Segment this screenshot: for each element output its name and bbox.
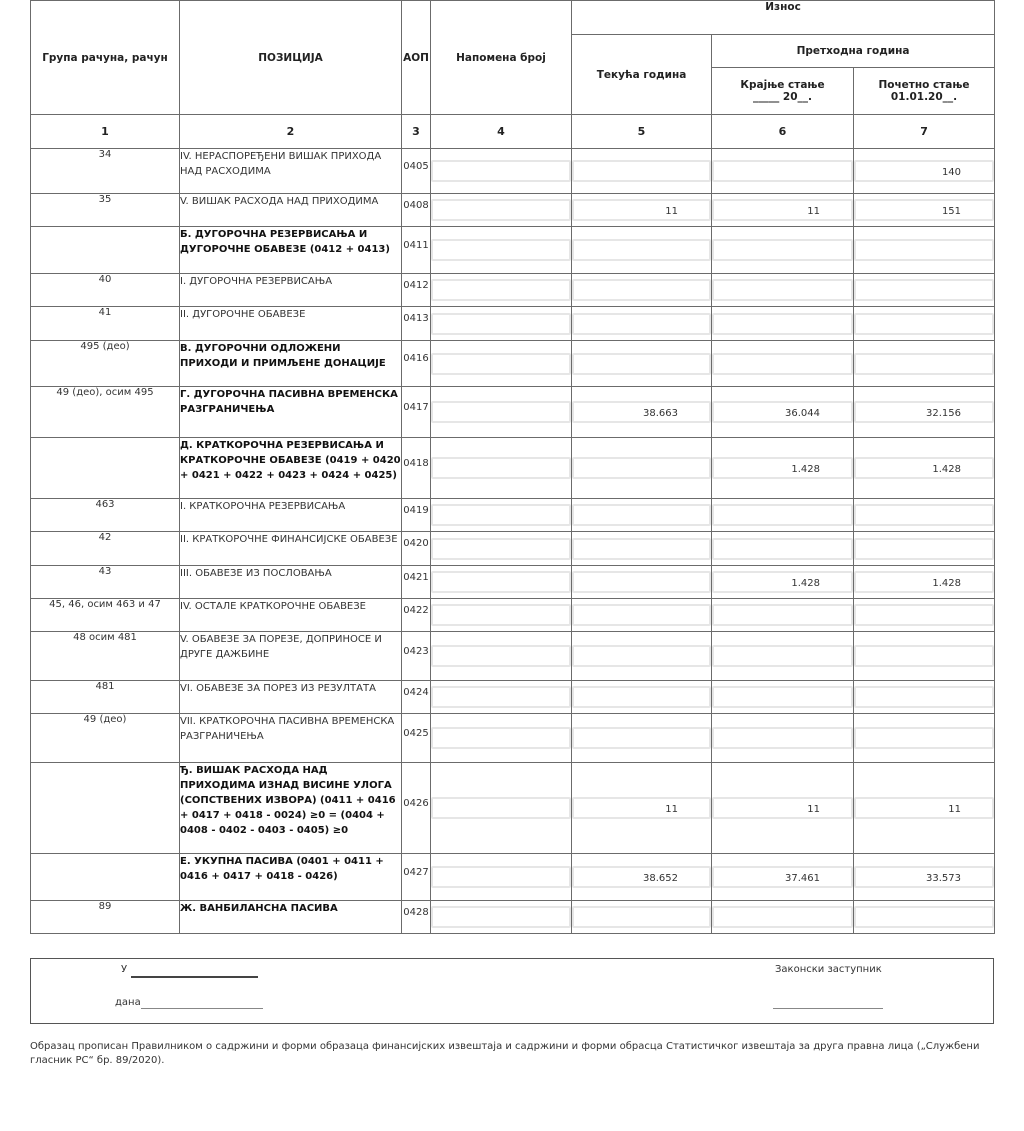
header-amount: Износ <box>572 1 995 35</box>
table-row <box>31 227 995 274</box>
aop-code: 0418 <box>403 457 429 469</box>
note-number-input[interactable] <box>431 571 571 593</box>
previous-year-end-cell <box>712 274 854 307</box>
note-number-input[interactable] <box>431 797 571 819</box>
aop-cell <box>402 194 431 227</box>
previous-year-end-cell <box>712 901 854 934</box>
previous-year-start-input[interactable]: 151 <box>854 199 994 221</box>
note-number-cell <box>431 227 572 274</box>
aop-code: 0428 <box>403 906 429 918</box>
note-number-input[interactable] <box>431 866 571 888</box>
previous-year-end-input[interactable] <box>712 645 853 667</box>
previous-year-end-cell <box>712 566 854 599</box>
place-field[interactable] <box>131 965 258 978</box>
current-year-cell <box>572 901 712 934</box>
column-number-6: 6 <box>712 115 854 149</box>
previous-year-end-cell <box>712 227 854 274</box>
previous-year-start-cell <box>854 854 995 901</box>
account-group-cell <box>31 854 180 901</box>
previous-year-start-input[interactable] <box>854 313 994 335</box>
aop-code: 0416 <box>403 353 429 364</box>
previous-year-start-cell <box>854 387 995 438</box>
column-number-4: 4 <box>431 115 572 149</box>
current-year-input[interactable] <box>572 239 711 261</box>
aop-cell <box>402 387 431 438</box>
previous-year-start-input[interactable]: 11 <box>854 797 994 819</box>
header-note-number: Напомена број <box>431 1 572 115</box>
previous-year-end-input[interactable] <box>712 686 853 708</box>
header-end-state: Крајње стање _____ 20__. <box>712 68 854 115</box>
previous-year-end-input[interactable]: 11 <box>712 797 853 819</box>
previous-year-end-cell <box>712 714 854 763</box>
current-year-cell <box>572 149 712 194</box>
current-year-cell <box>572 307 712 341</box>
note-number-input[interactable] <box>431 199 571 221</box>
previous-year-start-cell <box>854 194 995 227</box>
note-number-cell <box>431 532 572 566</box>
position-cell: IV. ОСТАЛЕ КРАТКОРОЧНЕ ОБАВЕЗЕ <box>180 599 402 632</box>
aop-cell <box>402 149 431 194</box>
position-cell: Е. УКУПНА ПАСИВА (0401 + 0411 + 0416 + 0417 + 0418 - 0426) <box>180 854 402 901</box>
previous-year-end-cell <box>712 854 854 901</box>
note-number-cell <box>431 149 572 194</box>
note-number-cell <box>431 681 572 714</box>
previous-year-end-cell <box>712 599 854 632</box>
header-position: ПОЗИЦИЈА <box>180 1 402 115</box>
note-number-input[interactable] <box>431 279 571 301</box>
note-number-input[interactable] <box>431 538 571 560</box>
previous-year-end-input[interactable]: 1.428 <box>712 457 853 479</box>
column-number-5: 5 <box>572 115 712 149</box>
current-year-cell <box>572 499 712 532</box>
note-number-cell <box>431 632 572 681</box>
previous-year-start-input[interactable] <box>854 686 994 708</box>
aop-code: 0412 <box>403 279 429 291</box>
current-year-input[interactable] <box>572 604 711 626</box>
current-year-cell <box>572 854 712 901</box>
position-cell: Г. ДУГОРОЧНА ПАСИВНА ВРЕМЕНСКА РАЗГРАНИЧЕЊА <box>180 387 402 438</box>
account-group-cell: 49 (део), осим 495 <box>31 387 180 438</box>
note-number-input[interactable] <box>431 504 571 526</box>
note-number-cell <box>431 599 572 632</box>
table-row <box>31 274 995 307</box>
aop-code: 0427 <box>403 866 429 878</box>
previous-year-start-cell <box>854 274 995 307</box>
current-year-cell <box>572 681 712 714</box>
current-year-input[interactable] <box>572 160 711 182</box>
current-year-cell <box>572 532 712 566</box>
previous-year-end-input[interactable] <box>712 906 853 928</box>
previous-year-end-input[interactable] <box>712 353 853 375</box>
place-label: У <box>121 964 128 975</box>
previous-year-end-input[interactable] <box>712 727 853 749</box>
aop-code: 0413 <box>403 313 429 324</box>
table-row <box>31 599 995 632</box>
position-cell: II. ДУГОРОЧНЕ ОБАВЕЗЕ <box>180 307 402 341</box>
aop-cell <box>402 274 431 307</box>
previous-year-end-cell <box>712 632 854 681</box>
account-group-cell: 40 <box>31 274 180 307</box>
column-number-7: 7 <box>854 115 995 149</box>
note-number-cell <box>431 438 572 499</box>
account-group-cell: 43 <box>31 566 180 599</box>
account-group-cell: 41 <box>31 307 180 341</box>
date-label: дана <box>115 997 141 1008</box>
table-row <box>31 149 995 194</box>
note-number-input[interactable] <box>431 401 571 423</box>
position-cell: I. КРАТКОРОЧНА РЕЗЕРВИСАЊА <box>180 499 402 532</box>
note-number-input[interactable] <box>431 906 571 928</box>
aop-cell <box>402 499 431 532</box>
current-year-input[interactable] <box>572 457 711 479</box>
current-year-cell <box>572 227 712 274</box>
previous-year-end-cell <box>712 149 854 194</box>
table-row <box>31 341 995 387</box>
previous-year-start-input[interactable] <box>854 906 994 928</box>
aop-cell <box>402 763 431 854</box>
note-number-input[interactable] <box>431 604 571 626</box>
previous-year-start-input[interactable]: 1.428 <box>854 457 994 479</box>
aop-cell <box>402 714 431 763</box>
current-year-input[interactable]: 38.663 <box>572 401 711 423</box>
current-year-cell <box>572 387 712 438</box>
balance-sheet-liabilities-table <box>30 0 995 934</box>
position-cell: III. ОБАВЕЗЕ ИЗ ПОСЛОВАЊА <box>180 566 402 599</box>
note-number-cell <box>431 307 572 341</box>
previous-year-start-cell <box>854 341 995 387</box>
current-year-input[interactable] <box>572 727 711 749</box>
account-group-cell: 35 <box>31 194 180 227</box>
account-group-cell: 34 <box>31 149 180 194</box>
current-year-input[interactable] <box>572 538 711 560</box>
aop-code: 0405 <box>403 160 429 172</box>
table-row <box>31 438 995 499</box>
previous-year-end-input[interactable] <box>712 279 853 301</box>
aop-code: 0417 <box>403 401 429 413</box>
account-group-cell: 481 <box>31 681 180 714</box>
aop-cell <box>402 307 431 341</box>
previous-year-end-cell <box>712 194 854 227</box>
current-year-input[interactable]: 11 <box>572 797 711 819</box>
aop-code: 0421 <box>403 571 429 583</box>
position-cell: V. ВИШАК РАСХОДА НАД ПРИХОДИМА <box>180 194 402 227</box>
note-number-input[interactable] <box>431 239 571 261</box>
table-row <box>31 763 995 854</box>
current-year-cell <box>572 438 712 499</box>
current-year-input[interactable]: 11 <box>572 199 711 221</box>
previous-year-start-input[interactable] <box>854 353 994 375</box>
previous-year-start-cell <box>854 763 995 854</box>
previous-year-end-cell <box>712 763 854 854</box>
header-aop: АОП <box>402 1 431 115</box>
table-row <box>31 901 995 934</box>
previous-year-end-cell <box>712 499 854 532</box>
position-cell: В. ДУГОРОЧНИ ОДЛОЖЕНИ ПРИХОДИ И ПРИМЉЕНЕ ДОНАЦИЈЕ <box>180 341 402 387</box>
aop-cell <box>402 566 431 599</box>
current-year-cell <box>572 341 712 387</box>
previous-year-end-input[interactable] <box>712 160 853 182</box>
current-year-cell <box>572 566 712 599</box>
current-year-input[interactable] <box>572 571 711 593</box>
current-year-cell <box>572 632 712 681</box>
position-cell: Б. ДУГОРОЧНА РЕЗЕРВИСАЊА И ДУГОРОЧНЕ ОБАВЕЗЕ (0412 + 0413) <box>180 227 402 274</box>
note-number-input[interactable] <box>431 457 571 479</box>
previous-year-start-input[interactable]: 32.156 <box>854 401 994 423</box>
previous-year-start-cell <box>854 532 995 566</box>
previous-year-start-cell <box>854 599 995 632</box>
header-previous-year: Претходна година <box>712 35 995 68</box>
account-group-cell: 45, 46, осим 463 и 47 <box>31 599 180 632</box>
aop-code: 0419 <box>403 504 429 516</box>
aop-code: 0426 <box>403 797 429 809</box>
account-group-cell: 49 (део) <box>31 714 180 763</box>
table-row <box>31 307 995 341</box>
current-year-cell <box>572 599 712 632</box>
column-number-3: 3 <box>402 115 431 149</box>
aop-code: 0420 <box>403 538 429 549</box>
previous-year-start-input[interactable] <box>854 604 994 626</box>
aop-cell <box>402 681 431 714</box>
current-year-cell <box>572 763 712 854</box>
aop-cell <box>402 599 431 632</box>
note-number-cell <box>431 566 572 599</box>
current-year-input[interactable] <box>572 279 711 301</box>
previous-year-end-input[interactable] <box>712 239 853 261</box>
current-year-input[interactable]: 38.652 <box>572 866 711 888</box>
position-cell: IV. НЕРАСПОРЕЂЕНИ ВИШАК ПРИХОДА НАД РАСХОДИМА <box>180 149 402 194</box>
previous-year-end-input[interactable]: 37.461 <box>712 866 853 888</box>
current-year-cell <box>572 194 712 227</box>
note-number-input[interactable] <box>431 686 571 708</box>
regulation-footnote: Образац прописан Правилником о садржини и форми образаца финансијских извештаја и садржини и форми обрасца Статистичког извештаја за друга правна лица („Службени гласник РС“ бр. 89/2020). <box>30 1041 980 1066</box>
note-number-cell <box>431 387 572 438</box>
previous-year-start-input[interactable] <box>854 645 994 667</box>
header-account-group: Група рачуна, рачун <box>31 1 180 115</box>
note-number-cell <box>431 341 572 387</box>
aop-code: 0423 <box>403 645 429 657</box>
table-row <box>31 714 995 763</box>
current-year-input[interactable] <box>572 313 711 335</box>
current-year-input[interactable] <box>572 906 711 928</box>
previous-year-start-cell <box>854 681 995 714</box>
previous-year-start-cell <box>854 714 995 763</box>
note-number-cell <box>431 854 572 901</box>
previous-year-end-cell <box>712 307 854 341</box>
aop-cell <box>402 341 431 387</box>
header-start-state: Почетно стање 01.01.20__. <box>854 68 995 115</box>
note-number-cell <box>431 763 572 854</box>
current-year-input[interactable] <box>572 645 711 667</box>
position-cell: Ж. ВАНБИЛАНСНА ПАСИВА <box>180 901 402 934</box>
position-cell: VII. КРАТКОРОЧНА ПАСИВНА ВРЕМЕНСКА РАЗГРАНИЧЕЊА <box>180 714 402 763</box>
position-cell: Д. КРАТКОРОЧНА РЕЗЕРВИСАЊА И КРАТКОРОЧНЕ ОБАВЕЗЕ (0419 + 0420 + 0421 + 0422 + 0423 + 0424 + 0425) <box>180 438 402 499</box>
table-row <box>31 681 995 714</box>
previous-year-start-cell <box>854 227 995 274</box>
position-cell: I. ДУГОРОЧНА РЕЗЕРВИСАЊА <box>180 274 402 307</box>
table-row <box>31 566 995 599</box>
aop-code: 0408 <box>403 199 429 211</box>
account-group-cell: 463 <box>31 499 180 532</box>
account-group-cell <box>31 763 180 854</box>
note-number-input[interactable] <box>431 645 571 667</box>
legal-representative-label: Законски заступник <box>775 964 882 975</box>
previous-year-end-input[interactable] <box>712 604 853 626</box>
aop-cell <box>402 632 431 681</box>
aop-code: 0425 <box>403 727 429 739</box>
signature-block <box>30 958 994 1024</box>
column-number-1: 1 <box>31 115 180 149</box>
note-number-cell <box>431 714 572 763</box>
position-cell: Ђ. ВИШАК РАСХОДА НАД ПРИХОДИМА ИЗНАД ВИСИНЕ УЛОГА (СОПСТВЕНИХ ИЗВОРА) (0411 + 0416 + 0417 + 0418 - 0024) ≥0 = (0404 + 0408 - 0402 - 0403 - 0405) ≥0 <box>180 763 402 854</box>
previous-year-end-input[interactable] <box>712 538 853 560</box>
position-cell: V. ОБАВЕЗЕ ЗА ПОРЕЗЕ, ДОПРИНОСЕ И ДРУГЕ ДАЖБИНЕ <box>180 632 402 681</box>
previous-year-end-input[interactable]: 11 <box>712 199 853 221</box>
aop-cell <box>402 532 431 566</box>
column-number-2: 2 <box>180 115 402 149</box>
note-number-cell <box>431 499 572 532</box>
previous-year-start-cell <box>854 566 995 599</box>
previous-year-start-input[interactable] <box>854 504 994 526</box>
account-group-cell: 48 осим 481 <box>31 632 180 681</box>
note-number-cell <box>431 194 572 227</box>
previous-year-start-input[interactable]: 33.573 <box>854 866 994 888</box>
table-row <box>31 632 995 681</box>
previous-year-end-cell <box>712 438 854 499</box>
previous-year-end-input[interactable]: 36.044 <box>712 401 853 423</box>
account-group-cell: 495 (део) <box>31 341 180 387</box>
previous-year-start-cell <box>854 901 995 934</box>
previous-year-end-input[interactable]: 1.428 <box>712 571 853 593</box>
header-current-year: Текућа година <box>572 35 712 115</box>
previous-year-start-input[interactable] <box>854 538 994 560</box>
previous-year-start-cell <box>854 499 995 532</box>
aop-code: 0411 <box>403 239 429 251</box>
table-row <box>31 194 995 227</box>
current-year-input[interactable] <box>572 686 711 708</box>
previous-year-start-input[interactable] <box>854 279 994 301</box>
legal-representative-signature-line[interactable] <box>773 997 883 1009</box>
previous-year-start-input[interactable]: 1.428 <box>854 571 994 593</box>
previous-year-start-cell <box>854 307 995 341</box>
previous-year-end-cell <box>712 387 854 438</box>
aop-code: 0422 <box>403 604 429 616</box>
previous-year-end-cell <box>712 532 854 566</box>
account-group-cell <box>31 227 180 274</box>
aop-code: 0424 <box>403 686 429 698</box>
date-field[interactable] <box>141 997 263 1009</box>
note-number-input[interactable] <box>431 160 571 182</box>
previous-year-end-cell <box>712 341 854 387</box>
previous-year-start-cell <box>854 438 995 499</box>
note-number-cell <box>431 901 572 934</box>
aop-cell <box>402 438 431 499</box>
note-number-input[interactable] <box>431 353 571 375</box>
note-number-cell <box>431 274 572 307</box>
previous-year-start-input[interactable] <box>854 239 994 261</box>
previous-year-end-input[interactable] <box>712 504 853 526</box>
table-row <box>31 387 995 438</box>
account-group-cell: 42 <box>31 532 180 566</box>
previous-year-end-cell <box>712 681 854 714</box>
previous-year-start-cell <box>854 149 995 194</box>
current-year-cell <box>572 274 712 307</box>
current-year-cell <box>572 714 712 763</box>
previous-year-start-cell <box>854 632 995 681</box>
current-year-input[interactable] <box>572 504 711 526</box>
current-year-input[interactable] <box>572 353 711 375</box>
previous-year-start-input[interactable] <box>854 727 994 749</box>
previous-year-start-input[interactable]: 140 <box>854 160 994 182</box>
position-cell: VI. ОБАВЕЗЕ ЗА ПОРЕЗ ИЗ РЕЗУЛТАТА <box>180 681 402 714</box>
table-row <box>31 499 995 532</box>
previous-year-end-input[interactable] <box>712 313 853 335</box>
account-group-cell: 89 <box>31 901 180 934</box>
aop-cell <box>402 854 431 901</box>
position-cell: II. КРАТКОРОЧНЕ ФИНАНСИЈСКЕ ОБАВЕЗЕ <box>180 532 402 566</box>
aop-cell <box>402 901 431 934</box>
aop-cell <box>402 227 431 274</box>
note-number-input[interactable] <box>431 313 571 335</box>
table-row <box>31 854 995 901</box>
table-row <box>31 532 995 566</box>
account-group-cell <box>31 438 180 499</box>
note-number-input[interactable] <box>431 727 571 749</box>
